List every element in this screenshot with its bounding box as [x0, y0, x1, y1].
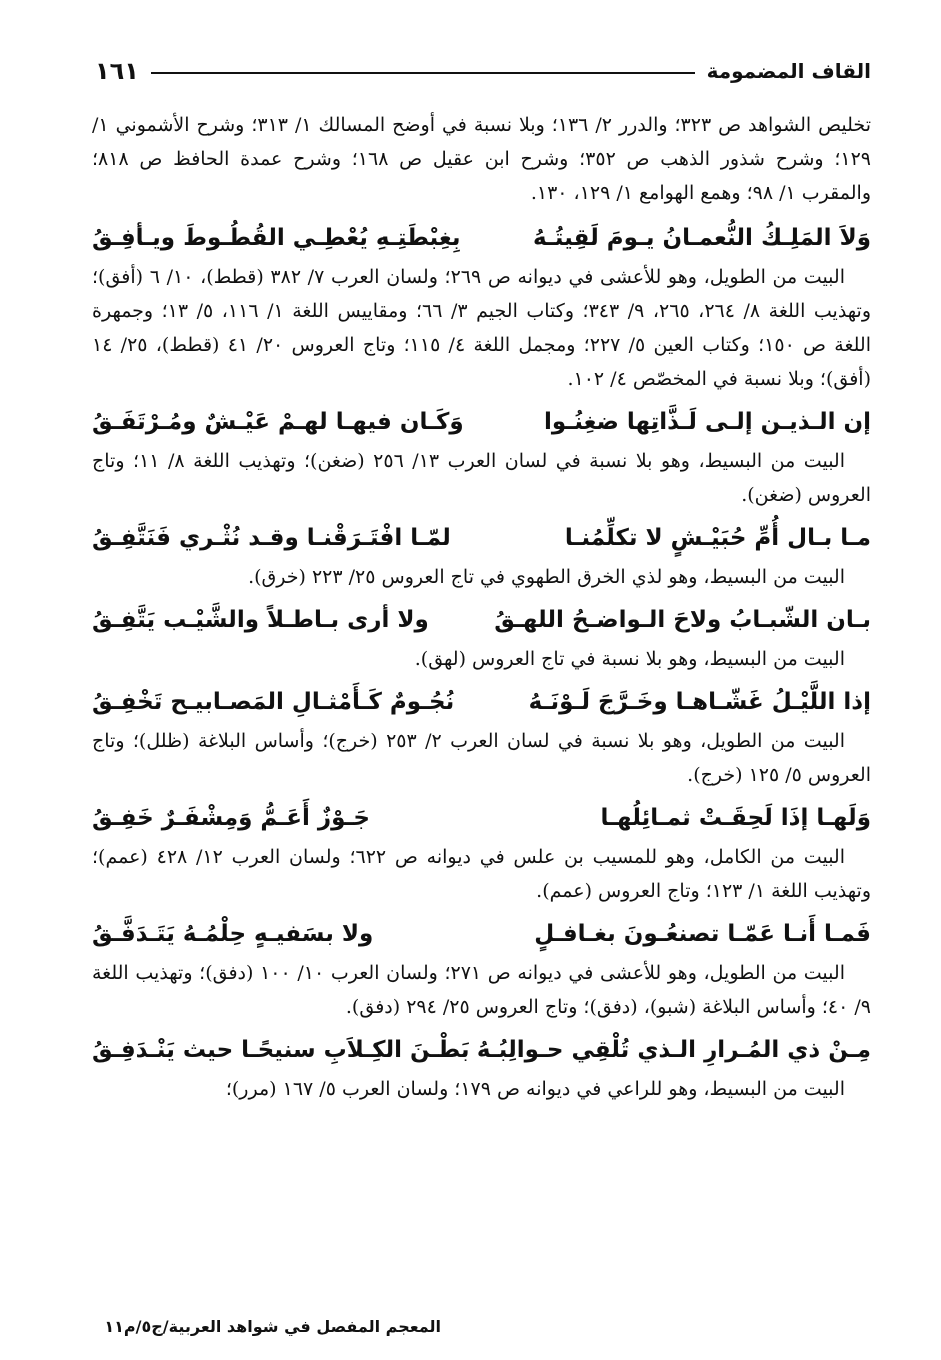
entry	[92, 516, 871, 594]
verse-line	[92, 216, 871, 260]
verse-first-hemistich: بـان الشّبـابُ ولاحَ الـواضـحُ اللهـقُ	[494, 607, 871, 633]
verse-second-hemistich: نُجُـومٌ كَـأَمْثـالِ المَصـابيـح تَخْفِـقُ	[92, 689, 455, 715]
verse-second-hemistich: بِغِبْطَتِـهِ يُعْطِـي القُطُـوطَ ويـأفِـقُ	[92, 225, 461, 251]
verse-commentary: البيت من الطويل، وهو للأعشى في ديوانه ص ٢٧١؛ ولسان العرب ١٠/ ١٠٠ (دفق)؛ وتهذيب اللغة ٩/ ٤٠؛ وأساس البلاغة (شبو)، (دفق)؛ وتاج العروس ٢٥/ ٢٩٤ (دفق).	[92, 962, 871, 1018]
entry	[92, 598, 871, 676]
verse-first-hemistich: مـا بـال أُمِّ حُبَيْـشٍ لا تكلِّمُنـا	[564, 525, 871, 551]
verse-second-hemistich: ولا أرى بـاطـلاً والشَّيْـب يَتَّفِـقُ	[92, 607, 429, 633]
verse-commentary: البيت من البسيط، وهو لذي الخرق الطهوي في تاج العروس ٢٥/ ٢٢٣ (خرق).	[248, 566, 845, 588]
verse-second-hemistich: بَطْـنَ الكِـلاَبِ سنيحًـا حيث يَنْـدَفِـقُ	[92, 1037, 470, 1063]
verse-commentary: البيت من الكامل، وهو للمسيب بن علس في ديوانه ص ٦٢٢؛ ولسان العرب ١٢/ ٤٢٨ (عمم)؛ وتهذيب اللغة ١/ ١٢٣؛ وتاج العروس (عمم).	[92, 846, 871, 902]
running-header	[95, 54, 871, 88]
footer-signature: المعجم المفصل في شواهد العربية/ج٥/م١١	[104, 1317, 441, 1336]
entry	[92, 912, 871, 1024]
verse-first-hemistich: وَلَهـا إذَا لَحِقَـتْ ثمـائِلُهـا	[600, 805, 871, 831]
verse-line	[92, 912, 871, 956]
chapter-title: القاف المضمومة	[706, 59, 871, 83]
entry	[92, 680, 871, 792]
entry	[92, 216, 871, 396]
header-rule	[151, 72, 695, 74]
verse-line	[92, 400, 871, 444]
verse-commentary: البيت من البسيط، وهو للراعي في ديوانه ص ١٧٩؛ ولسان العرب ٥/ ١٦٧ (مرر)؛	[225, 1078, 845, 1100]
verse-first-hemistich: إن الـذيـن إلـى لَـذَّاتِها ضغِنُـوا	[544, 409, 871, 435]
verse-line	[92, 680, 871, 724]
verse-commentary: البيت من الطويل، وهو بلا نسبة في لسان العرب ٢/ ٢٥٣ (خرج)؛ وأساس البلاغة (ظلل)؛ وتاج العروس ٥/ ١٢٥ (خرج).	[92, 730, 871, 786]
verse-line	[92, 1028, 871, 1072]
verse-second-hemistich: جَـوْزٌ أَعَـمُّ وَمِشْفَـرٌ خَفِـقُ	[92, 805, 370, 831]
entry	[92, 796, 871, 908]
verse-second-hemistich: ولا بسَفيـهٍ حِلْمُـهُ يَتَـدَفَّـقُ	[92, 921, 374, 947]
entry	[92, 1028, 871, 1106]
verse-second-hemistich: لمّـا افْتَـرَقْنـا وقـد نُثْـري فَنَتَّفِـقُ	[92, 525, 451, 551]
verse-line	[92, 598, 871, 642]
verse-commentary: البيت من البسيط، وهو بلا نسبة في تاج العروس (لهق).	[414, 648, 845, 670]
verse-second-hemistich: وَكَـان فيهـا لهـمْ عَيْـشٌ ومُـرْتَفَـقُ	[92, 409, 464, 435]
verse-first-hemistich: مِـنْ ذي المُـرارِ الـذي تُلْقِي حـوالِبُـهُ	[476, 1037, 871, 1063]
page-number: ١٦١	[95, 57, 139, 85]
verse-line	[92, 516, 871, 560]
intro-references: تخليص الشواهد ص ٣٢٣؛ والدرر ٢/ ١٣٦؛ وبلا نسبة في أوضح المسالك ١/ ٣١٣؛ وشرح الأشموني ١/ ١٢٩؛ وشرح شذور الذهب ص ٣٥٢؛ وشرح ابن عقيل ص ١٦٨؛ وشرح عمدة الحافظ ص ٨١٨؛ والمقرب ١/ ٩٨؛ وهمع الهوامع ١/ ١٢٩، ١٣٠.	[92, 114, 871, 204]
entry	[92, 400, 871, 512]
verse-first-hemistich: إذا اللَّيْـلُ غَشّـاهـا وخَـرَّجَ لَـوْنَـهُ	[528, 689, 871, 715]
verse-commentary: البيت من البسيط، وهو بلا نسبة في لسان العرب ١٣/ ٢٥٦ (ضغن)؛ وتهذيب اللغة ٨/ ١١؛ وتاج العروس (ضغن).	[92, 450, 871, 506]
verse-commentary: البيت من الطويل، وهو للأعشى في ديوانه ص ٢٦٩؛ ولسان العرب ٧/ ٣٨٢ (قطط)، ١٠/ ٦ (أفق)؛ وتهذيب اللغة ٨/ ٢٦٤، ٢٦٥، ٩/ ٣٤٣؛ وكتاب الجيم ٣/ ٦٦؛ ومقاييس اللغة ١/ ١١٦، ٥/ ١٣؛ وجمهرة اللغة ص ١٥٠؛ وكتاب العين ٥/ ٢٢٧؛ ومجمل اللغة ٤/ ١١٥؛ وتاج العروس ٢٠/ ٤١ (قطط)، ٢٥/ ١٤ (أفق)؛ وبلا نسبة في المخصّص ٤/ ١٠٢.	[92, 266, 872, 390]
verse-line	[92, 796, 871, 840]
verse-first-hemistich: وَلاَ المَلِـكُ النُّعمـانُ يـومَ لَقِيتُـهُ	[532, 225, 871, 251]
verse-first-hemistich: فَمـا أَنـا عَمّـا تصنعُـونَ بغـافـلٍ	[534, 921, 871, 947]
page-body	[92, 108, 871, 1106]
